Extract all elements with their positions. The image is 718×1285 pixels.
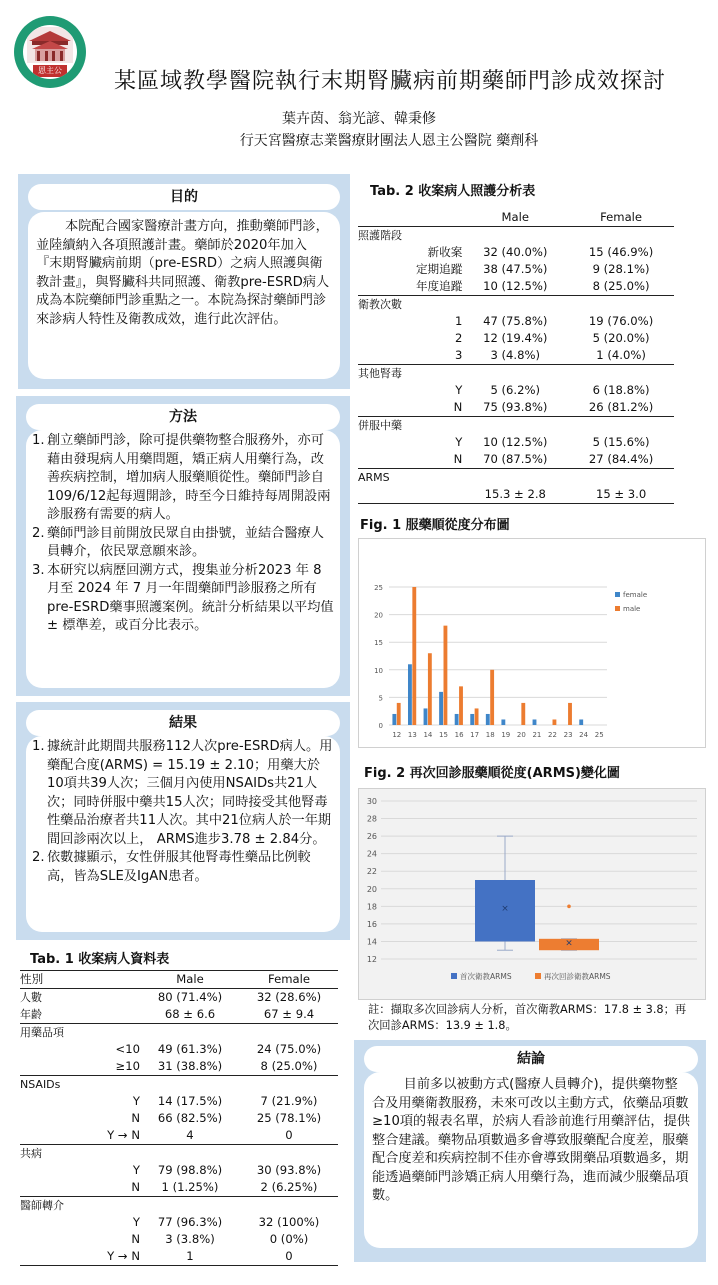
table-cell-male: 70 (87.5%) (483, 452, 548, 466)
results-heading: 結果 (26, 710, 340, 736)
table-header-cell (82, 971, 140, 989)
table-row (20, 1145, 338, 1163)
table-row (358, 417, 674, 435)
fig2-svg (359, 789, 705, 999)
table-cell-male: 66 (82.5%) (157, 1111, 223, 1125)
table-cell-sub: Y (455, 383, 463, 397)
table-cell-male: 68 ± 6.6 (164, 1007, 216, 1021)
y-tick-label: 30 (366, 797, 377, 806)
table-row (358, 296, 674, 314)
table-cell-female: 0 (285, 1128, 293, 1142)
table-cell-label: NSAIDs (20, 1076, 82, 1094)
bar-female (470, 714, 474, 725)
x-tick-label: 19 (501, 731, 511, 739)
table-cell-label: 衛教次數 (358, 296, 416, 314)
table-row (20, 1041, 338, 1058)
table-cell-male: 10 (12.5%) (483, 279, 548, 293)
bar-male (521, 703, 525, 725)
x-tick-label: 25 (594, 731, 604, 739)
bar-male (490, 670, 494, 725)
table-cell-sub: Y (132, 1094, 140, 1108)
y-tick-label: 14 (366, 937, 377, 947)
y-tick-label: 18 (366, 902, 377, 912)
bar-female (501, 719, 505, 725)
table-cell-female (240, 1024, 338, 1042)
logo-text: 恩主公 (38, 66, 62, 75)
table-cell-male: 3 (4.8%) (490, 348, 541, 362)
bar-female (455, 714, 459, 725)
table-header-cell: Male (501, 210, 529, 224)
table-cell-male: 38 (47.5%) (483, 262, 548, 276)
fig2-note: 註：擷取多次回診病人分析，首次衛教ARMS：17.8 ± 3.8；再次回診ARMS：13.9 ± 1.8。 (368, 1003, 687, 1032)
table-cell-male (462, 417, 568, 435)
table-row (358, 365, 674, 383)
table-cell-sub: Y → N (107, 1128, 140, 1142)
table-row (20, 1197, 338, 1215)
bar-male (397, 703, 401, 725)
table-cell-sub (416, 469, 462, 487)
table-row (20, 1179, 338, 1197)
mean-marker: × (565, 938, 573, 949)
table-row (358, 469, 674, 487)
table-cell-label: 人數 (20, 991, 42, 1004)
fig1-svg (359, 539, 705, 747)
table-cell-label (358, 330, 416, 347)
bar-female (424, 708, 428, 725)
table-cell-sub (82, 1145, 140, 1163)
table-cell-female: 24 (75.0%) (256, 1042, 322, 1056)
table-cell-female: 26 (81.2%) (588, 400, 654, 414)
table-cell-female: 8 (25.0%) (592, 279, 650, 293)
bar-male (553, 719, 557, 725)
table-cell-sub (416, 365, 462, 383)
legend-label: 首次衛教ARMS (460, 972, 512, 981)
table-cell-label (358, 486, 416, 504)
table-row (20, 1214, 338, 1231)
table-cell-male: 10 (12.5%) (483, 435, 548, 449)
table-cell-female: 5 (20.0%) (592, 331, 650, 345)
x-tick-label: 22 (548, 731, 557, 739)
methods-list (26, 430, 340, 636)
table-cell-male: 14 (17.5%) (157, 1094, 223, 1108)
x-tick-label: 12 (392, 731, 402, 739)
table-cell-female: 1 (4.0%) (596, 348, 646, 362)
table-cell-sub: 定期追蹤 (415, 262, 463, 276)
tab1-title: Tab. 1 收案病人資料表 (30, 952, 170, 967)
table-row (358, 227, 674, 245)
table-cell-label (20, 1058, 82, 1076)
table-cell-female (240, 1197, 338, 1215)
table-cell-sub: N (131, 1232, 140, 1246)
table-cell-female: 15 ± 3.0 (595, 487, 647, 501)
table-cell-female (568, 227, 674, 245)
table-cell-female: 15 (46.9%) (588, 245, 654, 259)
table-cell-female: 27 (84.4%) (588, 452, 654, 466)
results-item: 1. 據統計此期間共服務112人次pre-ESRD病人。用藥配合度(ARMS) = 15.19 ± 2.10；用藥大於10項共39人次；三個月內使用NSAIDs共21人次；同時併服中藥共15人次；同時接受其他腎毒性藥品治療者共11人次。其中21位病人於一年期間回診兩次以上， ARMS進步3.78 ± 2.84分。 (32, 739, 333, 847)
methods-box (26, 430, 340, 688)
table-cell-male: 80 (71.4%) (157, 990, 223, 1004)
table-cell-female (568, 469, 674, 487)
table-cell-sub (82, 1197, 140, 1215)
table-row (358, 313, 674, 330)
table-row (20, 1127, 338, 1145)
table-cell-label: 其他腎毒 (358, 365, 416, 383)
table-row (358, 278, 674, 296)
tab2-title: Tab. 2 收案病人照護分析表 (370, 184, 536, 199)
table-cell-sub (416, 227, 462, 245)
tab1-table (20, 970, 338, 1266)
table-cell-female: 9 (28.1%) (592, 262, 650, 276)
table-cell-male: 47 (75.8%) (483, 314, 548, 328)
table-row (20, 1006, 338, 1024)
table-cell-male (462, 365, 568, 383)
table-cell-label (20, 1162, 82, 1179)
table-row (358, 330, 674, 347)
conclusion-box (364, 1072, 698, 1248)
table-cell-male (140, 1145, 240, 1163)
table-cell-male: 1 (186, 1249, 194, 1263)
table-cell-female (568, 365, 674, 383)
table-cell-female: 25 (78.1%) (256, 1111, 322, 1125)
y-tick-label: 0 (378, 722, 383, 730)
table-cell-label (358, 451, 416, 469)
table-cell-label (358, 278, 416, 296)
table-cell-male: 4 (186, 1128, 194, 1142)
table-row (20, 1110, 338, 1127)
table-cell-label: 用藥品項 (20, 1024, 82, 1042)
x-tick-label: 13 (407, 731, 417, 739)
table-row (358, 486, 674, 504)
table-cell-label: 併服中藥 (358, 417, 416, 435)
y-tick-label: 5 (378, 694, 383, 703)
table-cell-male (140, 1076, 240, 1094)
table-cell-sub: N (131, 1180, 140, 1194)
table-cell-sub (82, 989, 140, 1007)
table-cell-male: 75 (93.8%) (483, 400, 548, 414)
table-cell-label (358, 261, 416, 278)
table-header-row (358, 209, 674, 227)
table-cell-sub: N (453, 452, 463, 466)
table-cell-male (140, 1197, 240, 1215)
table-cell-label (20, 1248, 82, 1266)
fig1-title: Fig. 1 服藥順從度分布圖 (360, 518, 510, 533)
hospital-logo (14, 16, 86, 88)
x-tick-label: 17 (470, 731, 480, 739)
table-header-cell: Female (600, 210, 643, 224)
legend-label: female (623, 591, 648, 599)
y-tick-label: 26 (366, 832, 377, 842)
table-cell-male: 1 (1.25%) (161, 1180, 219, 1194)
table-cell-label (358, 382, 416, 399)
bar-male (475, 708, 479, 725)
table-cell-male: 31 (38.8%) (157, 1059, 223, 1073)
table-header-cell: Female (268, 972, 310, 986)
x-tick-label: 15 (439, 731, 448, 739)
methods-item: 3. 本研究以病歷回溯方式，搜集並分析2023 年 8 月至 2024 年 7 月一年間藥師門診服務之所有pre-ESRD藥事照護案例。統計分析結果以平均值 ± 標準差，或百分比表示。 (32, 562, 334, 633)
x-tick-label: 20 (516, 731, 526, 739)
bar-male (428, 653, 432, 725)
table-cell-sub: 1 (454, 314, 463, 328)
legend-swatch (615, 606, 620, 611)
tab2-table (358, 209, 674, 504)
table-cell-label (20, 1041, 82, 1058)
table-row (358, 244, 674, 261)
table-cell-sub: Y (132, 1163, 140, 1177)
y-tick-label: 25 (374, 584, 383, 592)
x-tick-label: 21 (532, 731, 542, 739)
table-cell-sub: Y (455, 435, 463, 449)
table-row (20, 1093, 338, 1110)
table-cell-label (20, 1179, 82, 1197)
authors: 葉卉茵、翁光諺、韓秉修 (282, 111, 436, 127)
legend-swatch (615, 592, 620, 597)
table-cell-sub: 3 (454, 348, 463, 362)
table-cell-female: 32 (28.6%) (256, 990, 322, 1004)
legend-swatch (451, 973, 457, 979)
table-row (20, 1162, 338, 1179)
table-cell-male: 12 (19.4%) (483, 331, 548, 345)
methods-item: 1. 創立藥師門診，除可提供藥物整合服務外，亦可藉由發現病人用藥問題，矯正病人用藥行為，改善疾病控制，增加病人服藥順從性。藥師門診自109/6/12起每週開診，時至今日維持每周開設兩診服務有需要的病人。 (32, 433, 331, 522)
bar-male (568, 703, 572, 725)
table-cell-label (20, 1110, 82, 1127)
bar-female (439, 692, 443, 725)
y-tick-label: 28 (366, 814, 377, 824)
table-cell-female: 6 (18.8%) (592, 383, 650, 397)
table-cell-label (20, 1231, 82, 1248)
table-header-row (20, 971, 338, 989)
table-cell-male: 15.3 ± 2.8 (484, 487, 546, 501)
table-row (358, 261, 674, 278)
table-cell-sub: N (131, 1111, 140, 1125)
table-cell-sub (416, 486, 462, 504)
table-cell-sub (416, 417, 462, 435)
table-cell-sub (416, 296, 462, 314)
table-cell-label: 年齡 (20, 1008, 42, 1021)
table-row (20, 989, 338, 1007)
table-cell-sub (82, 1006, 140, 1024)
table-row (20, 1058, 338, 1076)
table-cell-label (358, 399, 416, 417)
table-cell-sub: ≥10 (115, 1059, 140, 1073)
mean-marker: × (501, 904, 509, 915)
methods-item: 2. 藥師門診目前開放民眾自由掛號，並結合醫療人員轉介，依民眾意願來診。 (32, 525, 324, 559)
table-cell-label: 醫師轉介 (20, 1197, 82, 1215)
fig1-chart (358, 538, 706, 748)
table-header-cell: 性別 (20, 972, 44, 986)
bar-male (459, 686, 463, 725)
results-list (26, 736, 340, 886)
table-cell-female: 19 (76.0%) (588, 314, 654, 328)
table-cell-female: 5 (15.6%) (592, 435, 650, 449)
x-tick-label: 24 (579, 731, 589, 739)
y-tick-label: 12 (366, 955, 377, 964)
logo-emblem (23, 25, 77, 79)
table-cell-sub (82, 1024, 140, 1042)
table-cell-female: 2 (6.25%) (260, 1180, 318, 1194)
purpose-text: 本院配合國家醫療計畫方向，推動藥師門診，並陸續納入各項照護計畫。藥師於2020年加入『末期腎臟病前期（pre-ESRD）之病人照護與衛教計畫』，與腎臟科共同照護、衛教pre-ESRD病人成為本院藥師門診重點之一。本院為探討藥師門診來診病人特性及衛教成效，進行此次評估。 (36, 219, 330, 327)
table-cell-female: 32 (100%) (258, 1215, 320, 1229)
table-cell-male: 5 (6.2%) (490, 383, 541, 397)
table-row (20, 1076, 338, 1094)
poster-title: 某區域教學醫院執行末期腎臟病前期藥師門診成效探討 (113, 69, 666, 94)
table-cell-female (240, 1076, 338, 1094)
table-row (20, 1231, 338, 1248)
table-row (358, 347, 674, 365)
legend-label: 再次回診衛教ARMS (544, 972, 611, 981)
bar-female (408, 664, 412, 725)
results-item: 2. 依數據顯示，女性併服其他腎毒性藥品比例較高，皆為SLE及IgAN患者。 (32, 850, 311, 884)
table-cell-label (20, 1093, 82, 1110)
table-cell-female (240, 1145, 338, 1163)
table-row (20, 1024, 338, 1042)
table-cell-female (568, 296, 674, 314)
table-cell-label (20, 1214, 82, 1231)
bar-female (579, 719, 583, 725)
tab1-grid (20, 970, 338, 1266)
fig2-title: Fig. 2 再次回診服藥順從度(ARMS)變化圖 (364, 766, 620, 781)
results-box (26, 736, 340, 932)
table-cell-male: 77 (96.3%) (157, 1215, 223, 1229)
table-cell-female: 0 (285, 1249, 293, 1263)
conclusion-heading: 結論 (364, 1046, 698, 1072)
fig2-chart (358, 788, 706, 1000)
table-cell-female: 7 (21.9%) (260, 1094, 318, 1108)
table-row (20, 1248, 338, 1266)
y-tick-label: 15 (374, 639, 383, 648)
bar-female (392, 714, 396, 725)
tab2-grid (358, 209, 674, 504)
y-tick-label: 20 (374, 611, 383, 620)
affiliation: 行天宮醫療志業醫療財團法人恩主公醫院 藥劑科 (239, 133, 539, 149)
table-cell-label (20, 1127, 82, 1145)
legend-swatch (535, 973, 541, 979)
table-row (358, 434, 674, 451)
y-tick-label: 10 (374, 666, 383, 675)
table-cell-male (462, 227, 568, 245)
table-cell-sub: 年度追蹤 (415, 279, 463, 293)
y-tick-label: 16 (366, 919, 377, 929)
x-tick-label: 23 (563, 731, 573, 739)
table-cell-sub (82, 1076, 140, 1094)
outlier-point (567, 905, 571, 909)
table-cell-sub: 2 (454, 331, 463, 345)
table-cell-label: 共病 (20, 1145, 82, 1163)
y-tick-label: 20 (366, 884, 377, 894)
table-cell-male: 3 (3.8%) (165, 1232, 215, 1246)
table-row (358, 399, 674, 417)
table-row (358, 382, 674, 399)
table-cell-sub: Y → N (107, 1249, 140, 1263)
table-cell-male (462, 296, 568, 314)
table-cell-label: ARMS (358, 469, 416, 487)
y-tick-label: 24 (366, 849, 377, 859)
x-tick-label: 18 (485, 731, 495, 739)
table-cell-male: 79 (98.8%) (157, 1163, 223, 1177)
table-header-cell: Male (176, 972, 204, 986)
table-cell-female: 30 (93.8%) (256, 1163, 322, 1177)
bar-male (444, 626, 448, 725)
y-tick-label: 22 (366, 867, 377, 877)
table-cell-label: 照護階段 (358, 229, 402, 242)
table-cell-label (358, 244, 416, 261)
table-header-cell (416, 209, 462, 227)
purpose-box (28, 212, 340, 379)
x-tick-label: 14 (423, 731, 433, 739)
table-header-cell (358, 209, 416, 227)
table-cell-sub: <10 (115, 1042, 140, 1056)
table-cell-female (568, 417, 674, 435)
table-cell-label (358, 347, 416, 365)
table-cell-female: 8 (25.0%) (260, 1059, 318, 1073)
table-cell-sub: N (453, 400, 463, 414)
table-cell-male: 32 (40.0%) (483, 245, 548, 259)
table-cell-female: 0 (0%) (269, 1232, 309, 1246)
table-cell-label (358, 313, 416, 330)
table-cell-male (462, 469, 568, 487)
methods-heading: 方法 (26, 404, 340, 430)
table-cell-male (140, 1024, 240, 1042)
purpose-heading: 目的 (28, 184, 340, 210)
table-cell-label (358, 434, 416, 451)
bar-female (486, 714, 490, 725)
table-cell-sub: Y (132, 1215, 140, 1229)
table-cell-sub: 新收案 (427, 245, 463, 259)
table-row (358, 451, 674, 469)
table-cell-male: 49 (61.3%) (157, 1042, 223, 1056)
bar-male (412, 587, 416, 725)
legend-label: male (623, 605, 641, 613)
conclusion-text: 目前多以被動方式(醫療人員轉介)，提供藥物整合及用藥衛教服務，未來可改以主動方式，依藥品項數≥10項的報表名單，於病人看診前進行用藥評估，提供整合建議。藥物品項數過多會導致服藥配合度差，服藥配合度差和疾病控制不佳亦會導致開藥品項數過多，期能透過藥師門診矯正病人用藥行為，進而減少服藥品項數。 (372, 1077, 690, 1203)
x-tick-label: 16 (454, 731, 464, 739)
bar-female (533, 719, 537, 725)
table-cell-female: 67 ± 9.4 (263, 1007, 315, 1021)
